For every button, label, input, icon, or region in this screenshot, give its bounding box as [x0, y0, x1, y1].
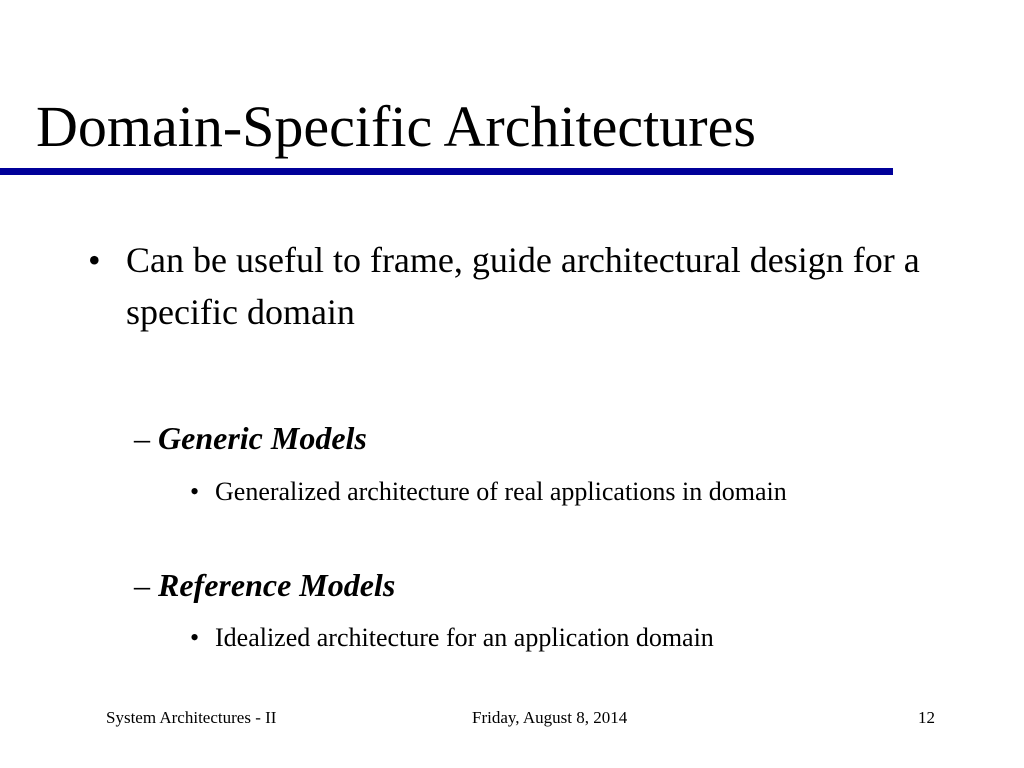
sub-item-label: Generic Models [158, 420, 367, 456]
dash-marker: – [134, 567, 158, 603]
title-underline [0, 168, 893, 175]
detail-marker: • [190, 477, 200, 506]
sub-item-label: Reference Models [158, 567, 396, 603]
dash-marker: – [134, 420, 158, 456]
footer-page-number: 12 [918, 708, 935, 727]
bullet-item [88, 234, 928, 338]
footer-date: Friday, August 8, 2014 [472, 708, 628, 727]
detail-marker: • [190, 623, 200, 652]
bullet-text: Can be useful to frame, guide architectural design for a specific domain [126, 240, 920, 332]
footer-course-title: System Architectures - II [106, 708, 277, 727]
detail-item [190, 473, 880, 510]
sub-item-generic-models [134, 418, 367, 458]
detail-item [190, 619, 880, 656]
bullet-marker: • [88, 240, 101, 280]
sub-item-reference-models [134, 565, 395, 605]
slide-title: Domain-Specific Architectures [36, 94, 756, 159]
detail-text: Idealized architecture for an application domain [215, 623, 714, 652]
detail-text: Generalized architecture of real applications in domain [215, 477, 787, 506]
